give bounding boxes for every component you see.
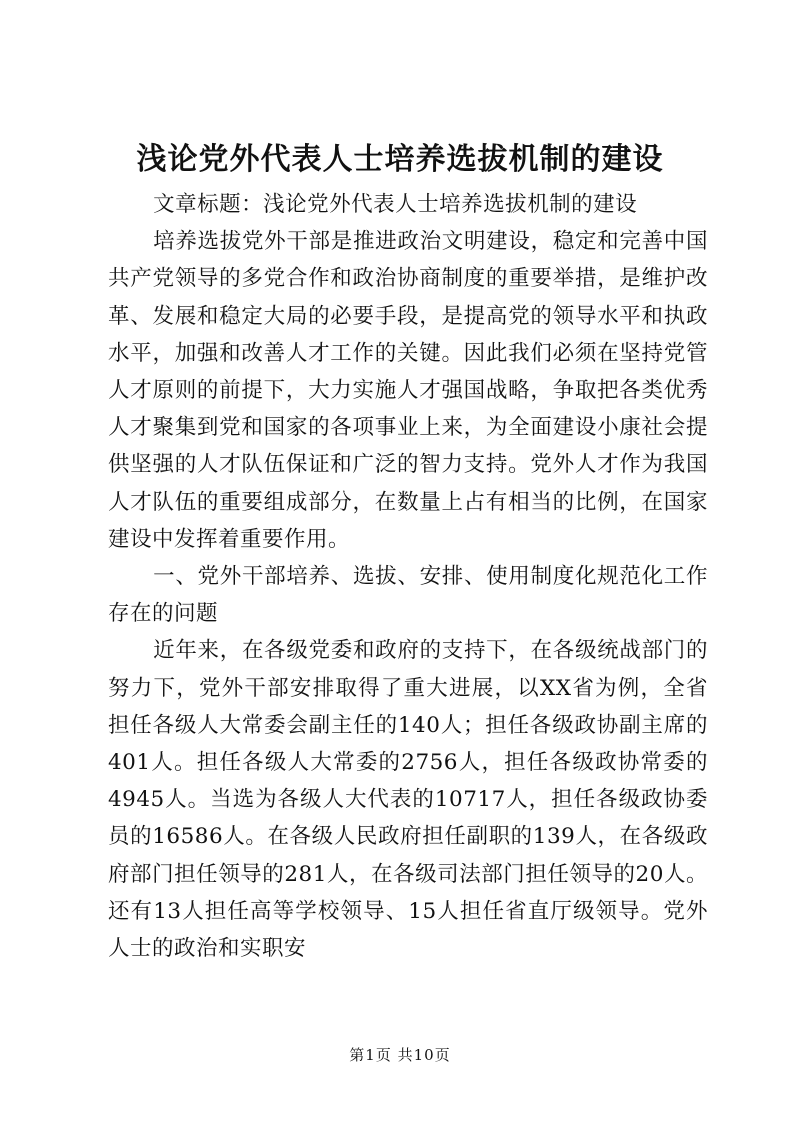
- paragraph-intro: 培养选拔党外干部是推进政治文明建设，稳定和完善中国共产党领导的多党合作和政治协商制度的重要举措，是维护改革、发展和稳定大局的必要手段，是提高党的领导水平和执政水平，加强和改善人才工作的关键。因此我们必须在坚持党管人才原则的前提下，大力实施人才强国战略，争取把各类优秀人才聚集到党和国家的各项事业上来，为全面建设小康社会提供坚强的人才队伍保证和广泛的智力支持。党外人才作为我国人才队伍的重要组成部分，在数量上占有相当的比例，在国家建设中发挥着重要作用。: [108, 229, 708, 552]
- document-body: [108, 186, 708, 967]
- document-title: 浅论党外代表人士培养选拔机制的建设: [136, 142, 664, 177]
- section-heading-1: 一、党外干部培养、选拔、安排、使用制度化规范化工作存在的问题: [108, 564, 708, 627]
- page-footer: 第1页 共10页: [349, 1046, 451, 1064]
- paragraph-article-heading: 文章标题：浅论党外代表人士培养选拔机制的建设: [153, 192, 638, 217]
- paragraph-statistics: 近年来，在各级党委和政府的支持下，在各级统战部门的努力下，党外干部安排取得了重大进展，以XX省为例，全省担任各级人大常委会副主任的140人；担任各级政协副主席的401人。担任各级人大常委的2756人，担任各级政协常委的4945人。当选为各级人大代表的10717人，担任各级政协委员的16586人。在各级人民政府担任副职的139人，在各级政府部门担任领导的281人，在各级司法部门担任领导的20人。还有13人担任高等学校领导、15人担任省直厅级领导。党外人士的政治和实职安: [108, 638, 708, 962]
